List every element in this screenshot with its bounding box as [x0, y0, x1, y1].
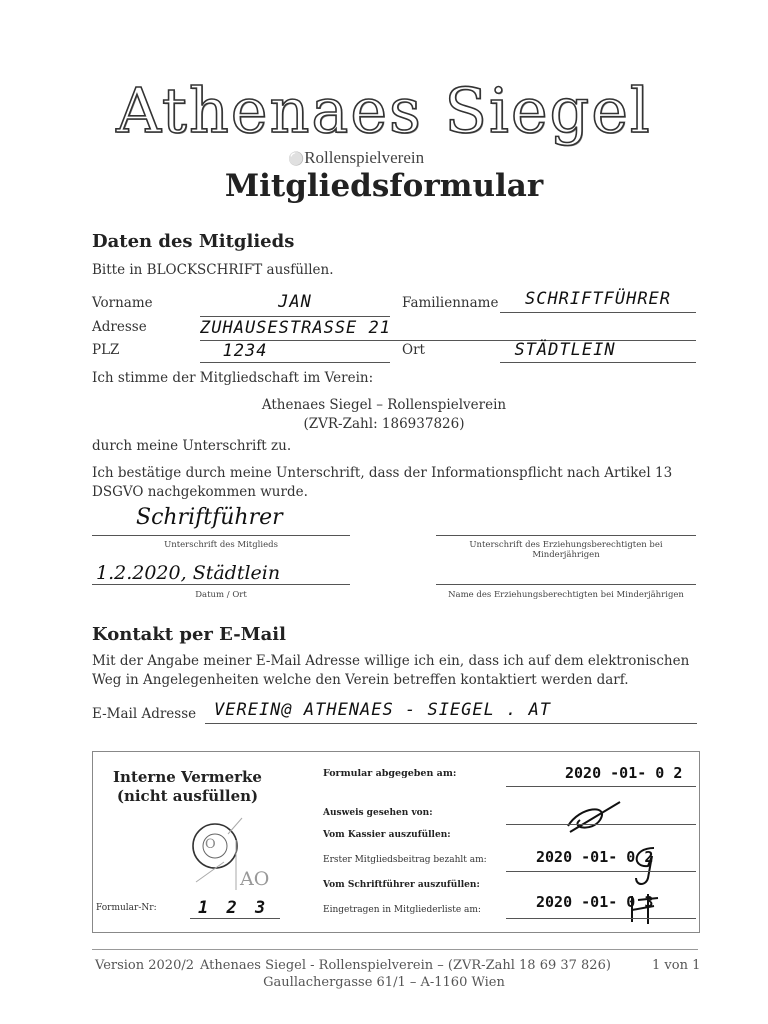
email-field[interactable]: VEREIN@ ATHENAES - SIEGEL . AT	[214, 700, 552, 720]
member-signature-label: Unterschrift des Mitglieds	[164, 540, 278, 550]
email-consent-text: Mit der Angabe meiner E-Mail Adresse willige ich ein, dass ich auf dem elektronischen Weg in Angelegenheiten welche den Verein betreffen kontaktiert werden darf.	[92, 653, 690, 688]
guardian-name-line	[436, 584, 696, 585]
vorname-line	[200, 316, 390, 317]
eingetragen-line	[506, 918, 696, 919]
club-logo-subtitle	[288, 148, 424, 168]
club-logo: Athenaes Siegel	[116, 74, 652, 147]
beitrag-label: Erster Mitgliedsbeitrag bezahlt am:	[323, 855, 487, 865]
footer-divider	[92, 949, 698, 950]
seal-letter: O	[205, 837, 216, 852]
ausweis-label: Ausweis gesehen von:	[323, 808, 433, 818]
date-place-line	[92, 584, 350, 585]
eingetragen-field[interactable]: 2020 -01- 0 3	[536, 893, 654, 911]
familienname-field[interactable]: SCHRIFTFÜHRER	[524, 289, 672, 309]
footer-page: 1 von 1	[652, 958, 701, 973]
blockschrift-instruction: Bitte in BLOCKSCHRIFT ausfüllen.	[92, 262, 334, 278]
seal-small-icon: ⚪	[288, 151, 305, 166]
guardian-signature-line	[436, 535, 696, 536]
club-name: Athenaes Siegel – Rollenspielverein	[261, 397, 507, 413]
beitrag-line	[506, 871, 696, 872]
email-section-heading: Kontakt per E-Mail	[92, 624, 286, 645]
date-place-field[interactable]: 1.2.2020, Städtlein	[96, 562, 281, 584]
guardian-signature-label: Unterschrift des Erziehungsberechtigten bei Minderjährigen	[469, 540, 663, 560]
vorname-field[interactable]: JAN	[278, 292, 312, 312]
internal-notes-title	[100, 768, 275, 806]
formular-nr-label: Formular-Nr:	[96, 903, 157, 913]
footer-address: Gaullachergasse 61/1 – A-1160 Wien	[263, 975, 505, 990]
adresse-label: Adresse	[92, 319, 147, 335]
abgegeben-line	[506, 786, 696, 787]
member-section-heading: Daten des Mitglieds	[92, 231, 295, 252]
internal-title-line2: (nicht ausfüllen)	[116, 787, 259, 805]
abgegeben-field[interactable]: 2020 -01- 0 2	[565, 764, 683, 782]
footer-version: Version 2020/2	[95, 958, 194, 973]
abgegeben-label: Formular abgegeben am:	[323, 768, 457, 779]
plz-field[interactable]: 1234	[222, 341, 268, 361]
club-zvr: (ZVR-Zahl: 186937826)	[303, 416, 465, 432]
vorname-label: Vorname	[92, 295, 153, 311]
schriftfuehrer-label: Vom Schriftführer auszufüllen:	[323, 880, 480, 890]
ausweis-line	[506, 824, 696, 825]
ao-mark: AO	[240, 868, 270, 890]
consent-intro: Ich stimme der Mitgliedschaft im Verein:	[92, 370, 374, 386]
adresse-field[interactable]: ZUHAUSESTRASSE 21	[200, 318, 391, 338]
familienname-label: Familienname	[402, 295, 499, 311]
logo-subtitle-text: Rollenspielverein	[304, 148, 425, 167]
beitrag-field[interactable]: 2020 -01- 0 2	[536, 848, 654, 866]
ausweis-initials[interactable]	[560, 798, 630, 838]
plz-label: PLZ	[92, 342, 120, 358]
formular-nr-field[interactable]: 1 2 3	[198, 898, 270, 918]
member-signature-line	[92, 535, 350, 536]
ort-line	[500, 362, 696, 363]
date-place-label: Datum / Ort	[195, 590, 247, 600]
ort-field[interactable]: STÄDTLEIN	[514, 340, 616, 360]
kassier-initials[interactable]	[626, 838, 666, 888]
eingetragen-label: Eingetragen in Mitgliederliste am:	[323, 905, 481, 915]
member-signature[interactable]: Schriftführer	[136, 505, 283, 530]
familienname-line	[500, 312, 696, 313]
email-line	[205, 723, 697, 724]
stamp-seal-icon	[180, 810, 290, 900]
footer-org: Athenaes Siegel - Rollenspielverein – (ZVR-Zahl 18 69 37 826)	[200, 958, 611, 973]
plz-line	[200, 362, 390, 363]
formular-nr-line	[190, 918, 280, 919]
dsgvo-text: Ich bestätige durch meine Unterschrift, dass der Informationspflicht nach Artikel 13 DSGVO nachgekommen wurde.	[92, 465, 673, 500]
schriftfuehrer-initials[interactable]	[624, 890, 664, 930]
ort-label: Ort	[402, 342, 425, 358]
guardian-name-label: Name des Erziehungsberechtigten bei Minderjährigen	[448, 590, 684, 600]
form-title: Mitgliedsformular	[224, 168, 544, 204]
email-label: E-Mail Adresse	[92, 706, 197, 722]
consent-end: durch meine Unterschrift zu.	[92, 438, 292, 454]
kassier-label: Vom Kassier auszufüllen:	[323, 830, 451, 840]
internal-title-line1: Interne Vermerke	[113, 768, 262, 786]
